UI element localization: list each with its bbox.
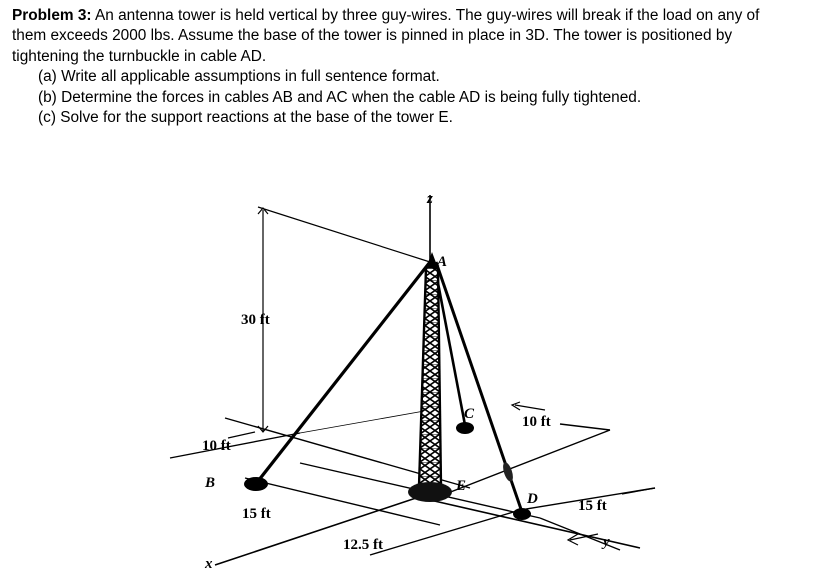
anchor-d xyxy=(513,508,531,520)
grid-line-5 xyxy=(370,510,520,555)
statement-line-3: tightening the turnbuckle in cable AD. xyxy=(12,47,267,65)
point-label-d: D xyxy=(527,491,538,507)
point-label-a: A xyxy=(437,254,448,270)
cables xyxy=(255,262,522,512)
dim-label-d-y: 15 ft xyxy=(578,498,607,514)
dim-label-b-x: 15 ft xyxy=(242,506,271,522)
top-reference-line xyxy=(258,207,430,262)
point-label-e: E xyxy=(456,478,467,494)
part-c: (c) Solve for the support reactions at the base of the tower E. xyxy=(38,109,453,127)
axis-label-z: z xyxy=(427,191,433,207)
statement-line-2: them exceeds 2000 lbs. Assume the base of the tower is pinned in place in 3D. The tower is positioned by xyxy=(12,27,733,45)
dim-label-b-offset: 10 ft xyxy=(202,438,231,454)
anchor-c xyxy=(456,422,474,434)
part-b: (b) Determine the forces in cables AB and AC when the cable AD is being fully tightened. xyxy=(38,88,642,106)
anchor-b xyxy=(244,477,268,491)
axis-label-x: x xyxy=(205,556,213,568)
point-label-c: C xyxy=(464,406,475,422)
anchors xyxy=(244,422,531,520)
x-axis-line xyxy=(215,490,440,565)
point-label-b: B xyxy=(205,475,216,491)
statement-text-1: An antenna tower is held vertical by three guy-wires. The guy-wires will break if the load on any of xyxy=(91,7,760,24)
part-a: (a) Write all applicable assumptions in full sentence format. xyxy=(38,68,440,86)
ground-grid xyxy=(170,410,655,555)
base-e-mount xyxy=(408,482,452,502)
dim-label-height: 30 ft xyxy=(241,312,270,328)
dim-label-c-y: 10 ft xyxy=(522,414,551,430)
problem-heading: Problem 3: xyxy=(12,7,92,24)
grid-line-2 xyxy=(245,478,440,525)
dim-label-d-x: 12.5 ft xyxy=(343,537,383,553)
axis-label-y: y xyxy=(603,534,610,550)
